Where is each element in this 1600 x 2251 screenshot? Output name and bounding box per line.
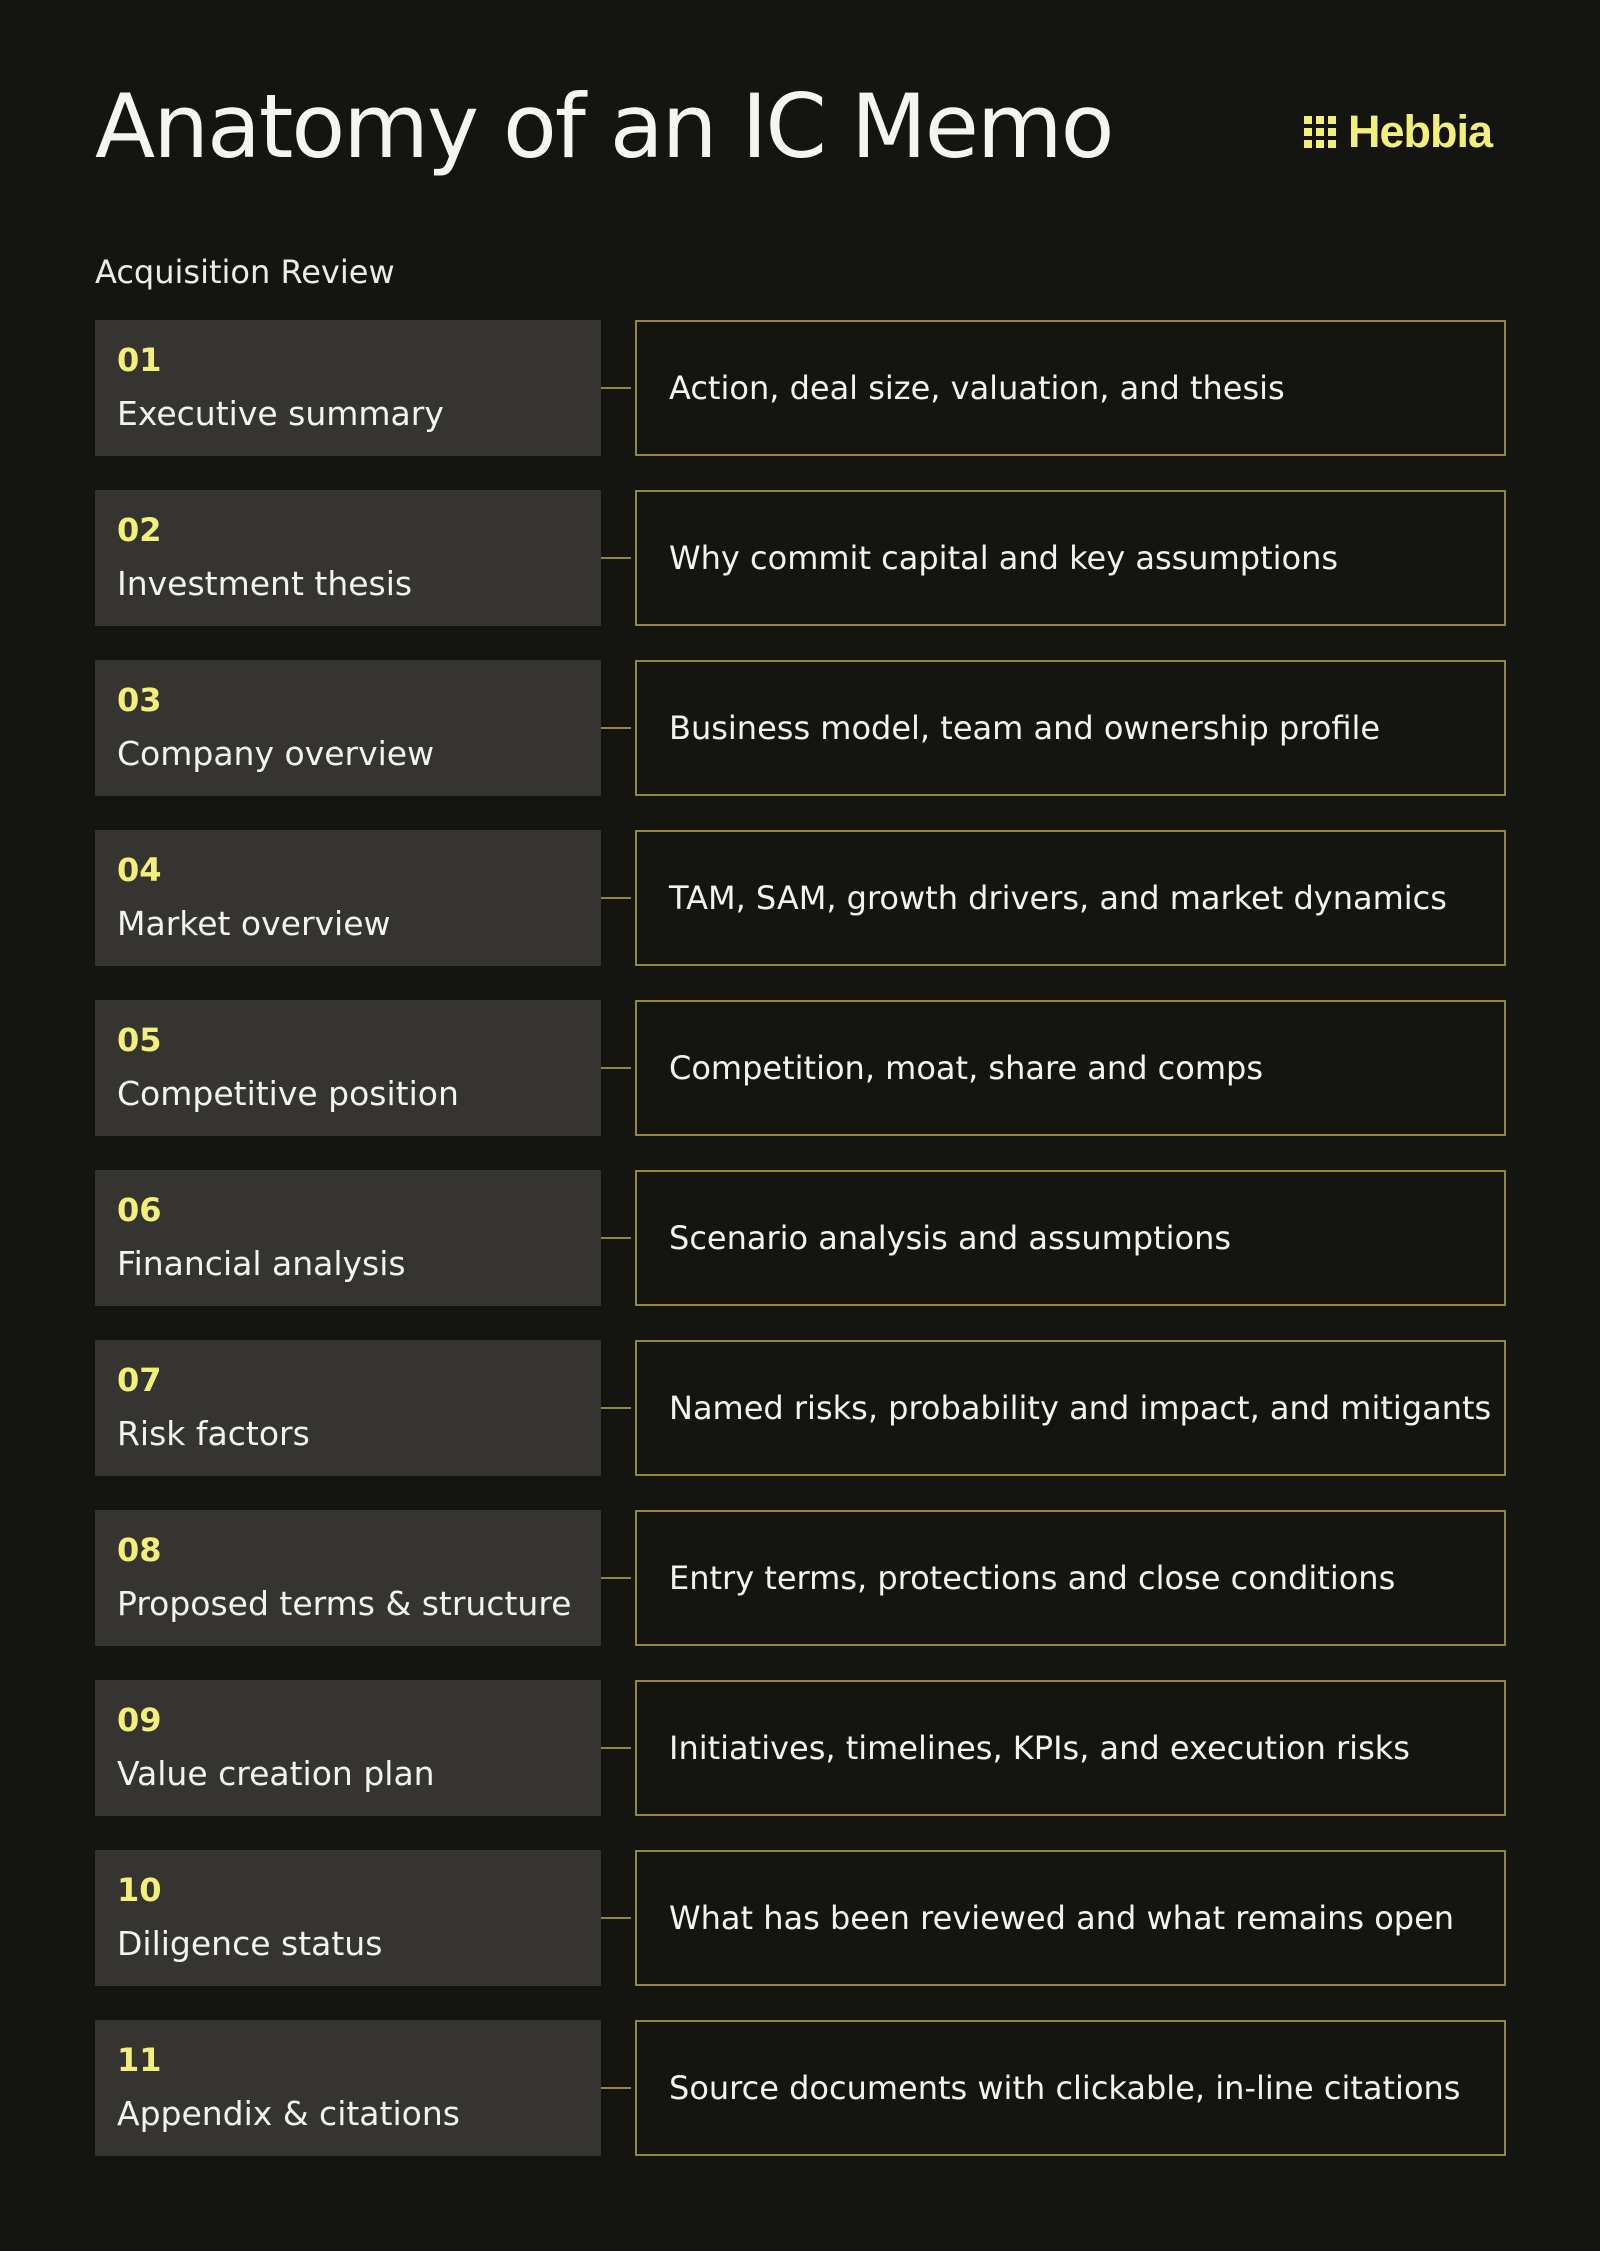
section-number: 08 xyxy=(117,1531,162,1569)
section-description: What has been reviewed and what remains open xyxy=(669,1899,1455,1937)
section-number: 01 xyxy=(117,341,162,379)
section-description-box xyxy=(635,1850,1506,1986)
section-label: Executive summary xyxy=(117,394,444,433)
section-description: Named risks, probability and impact, and mitigants xyxy=(669,1389,1492,1427)
section-description: Action, deal size, valuation, and thesis xyxy=(669,369,1285,407)
connector-line xyxy=(601,2087,631,2089)
section-label: Appendix & citations xyxy=(117,2094,460,2133)
section-box xyxy=(95,2020,601,2156)
section-description-box xyxy=(635,1680,1506,1816)
section-label: Proposed terms & structure xyxy=(117,1584,572,1623)
section-row xyxy=(95,660,1506,796)
section-number: 09 xyxy=(117,1701,162,1739)
section-description: Competition, moat, share and comps xyxy=(669,1049,1263,1087)
section-number: 05 xyxy=(117,1021,162,1059)
page-title: Anatomy of an IC Memo xyxy=(95,75,1113,178)
section-box xyxy=(95,1680,601,1816)
section-description-box xyxy=(635,490,1506,626)
section-number: 04 xyxy=(117,851,162,889)
section-number: 02 xyxy=(117,511,162,549)
section-row xyxy=(95,490,1506,626)
brand-logo xyxy=(1304,108,1492,156)
section-description-box xyxy=(635,1000,1506,1136)
connector-line xyxy=(601,727,631,729)
section-row xyxy=(95,1850,1506,1986)
section-description-box xyxy=(635,830,1506,966)
section-description: Initiatives, timelines, KPIs, and execution risks xyxy=(669,1729,1410,1767)
section-number: 03 xyxy=(117,681,162,719)
section-box xyxy=(95,1850,601,1986)
connector-line xyxy=(601,1747,631,1749)
section-label: Investment thesis xyxy=(117,564,413,603)
section-row xyxy=(95,1170,1506,1306)
section-description: Entry terms, protections and close conditions xyxy=(669,1559,1396,1597)
grid-logo-icon xyxy=(1304,116,1336,148)
section-row xyxy=(95,320,1506,456)
connector-line xyxy=(601,387,631,389)
section-box xyxy=(95,1340,601,1476)
connector-line xyxy=(601,1917,631,1919)
section-box xyxy=(95,830,601,966)
section-number: 11 xyxy=(117,2041,162,2079)
section-description-box xyxy=(635,320,1506,456)
section-description: Business model, team and ownership profile xyxy=(669,709,1381,747)
section-box xyxy=(95,320,601,456)
section-row xyxy=(95,2020,1506,2156)
section-label: Company overview xyxy=(117,734,435,773)
connector-line xyxy=(601,1407,631,1409)
section-description: TAM, SAM, growth drivers, and market dynamics xyxy=(669,879,1447,917)
section-label: Diligence status xyxy=(117,1924,383,1963)
section-description: Source documents with clickable, in-line citations xyxy=(669,2069,1461,2107)
section-description: Scenario analysis and assumptions xyxy=(669,1219,1232,1257)
section-row xyxy=(95,1340,1506,1476)
section-number: 07 xyxy=(117,1361,162,1399)
section-number: 10 xyxy=(117,1871,162,1909)
section-number: 06 xyxy=(117,1191,162,1229)
section-description-box xyxy=(635,1170,1506,1306)
section-box xyxy=(95,1000,601,1136)
section-description: Why commit capital and key assumptions xyxy=(669,539,1339,577)
connector-line xyxy=(601,1237,631,1239)
section-label: Risk factors xyxy=(117,1414,310,1453)
memo-type-label: Acquisition Review xyxy=(95,253,395,291)
section-row xyxy=(95,1680,1506,1816)
logo-wordmark: Hebbia xyxy=(1348,106,1493,157)
section-label: Market overview xyxy=(117,904,391,943)
connector-line xyxy=(601,1577,631,1579)
section-description-box xyxy=(635,2020,1506,2156)
connector-line xyxy=(601,1067,631,1069)
section-label: Financial analysis xyxy=(117,1244,406,1283)
section-row xyxy=(95,830,1506,966)
section-box xyxy=(95,1510,601,1646)
section-box xyxy=(95,490,601,626)
section-row xyxy=(95,1000,1506,1136)
section-label: Value creation plan xyxy=(117,1754,435,1793)
section-list xyxy=(95,320,1506,2190)
section-description-box xyxy=(635,1510,1506,1646)
connector-line xyxy=(601,557,631,559)
connector-line xyxy=(601,897,631,899)
section-description-box xyxy=(635,660,1506,796)
section-label: Competitive position xyxy=(117,1074,459,1113)
section-description-box xyxy=(635,1340,1506,1476)
section-row xyxy=(95,1510,1506,1646)
section-box xyxy=(95,660,601,796)
section-box xyxy=(95,1170,601,1306)
